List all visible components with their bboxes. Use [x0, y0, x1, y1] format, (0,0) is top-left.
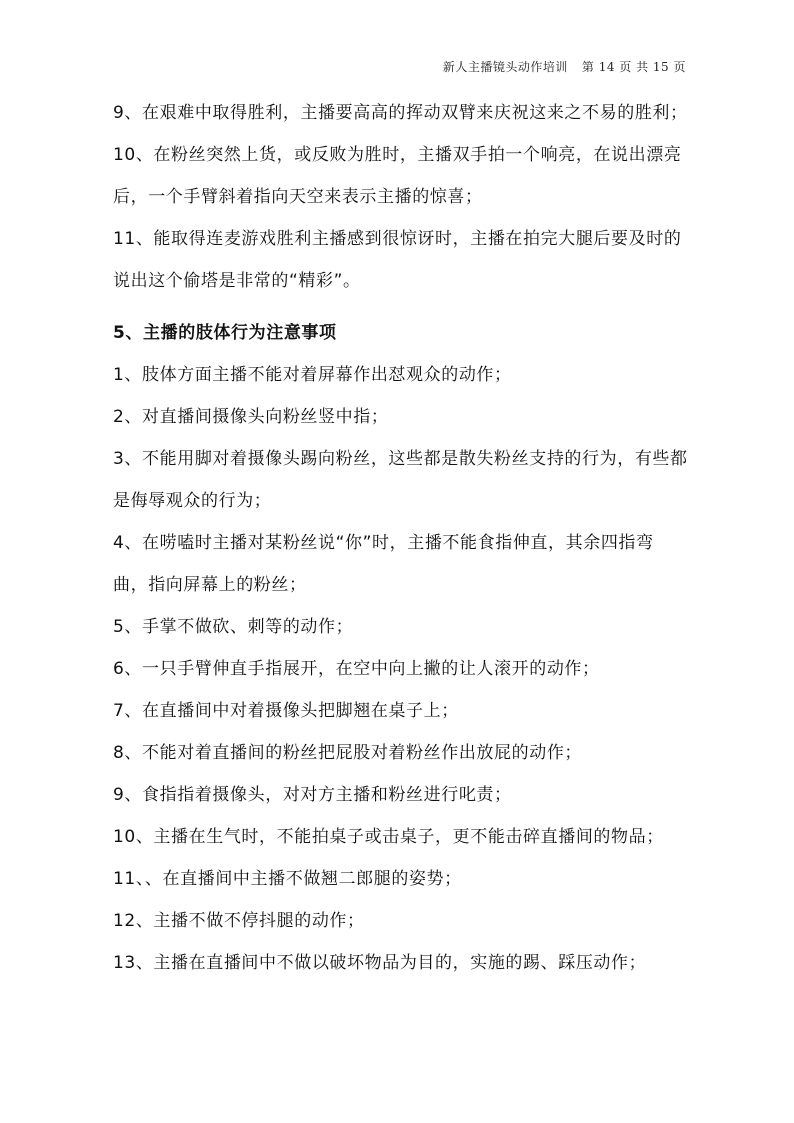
list-item: 4、在唠嗑时主播对某粉丝说“你”时，主播不能食指伸直，其余四指弯曲，指向屏幕上的粉丝；: [113, 533, 654, 595]
list-item: 9、食指指着摄像头，对对方主播和粉丝进行叱责；: [113, 785, 512, 805]
list-item: 12、主播不做不停抖腿的动作；: [113, 911, 365, 931]
list-item: 10、主播在生气时，不能拍桌子或击桌子，更不能击碎直播间的物品；: [113, 827, 664, 847]
page-header: [443, 58, 686, 75]
document-body: [113, 92, 688, 984]
list-item: 8、不能对着直播间的粉丝把屁股对着粉丝作出放屁的动作；: [113, 743, 583, 763]
list-item: 11、、在直播间中主播不做翘二郎腿的姿势；: [113, 869, 462, 889]
list-item: 7、在直播间中对着摄像头把脚翘在桌子上；: [113, 701, 459, 721]
page-number: 第 14 页 共 15 页: [581, 60, 686, 74]
list-item: 5、手掌不做砍、刺等的动作；: [113, 617, 354, 637]
list-item: 11、能取得连麦游戏胜利主播感到很惊讶时，主播在拍完大腿后要及时的说出这个偷塔是非常的“精彩”。: [113, 229, 682, 291]
list-item: 2、对直播间摄像头向粉丝竖中指；: [113, 407, 389, 427]
list-item: 1、肢体方面主播不能对着屏幕作出怼观众的动作；: [113, 365, 512, 385]
document-title: 新人主播镜头动作培训: [442, 60, 568, 74]
list-item: 13、主播在直播间中不做以破坏物品为目的，实施的踢、踩压动作；: [113, 953, 647, 973]
list-item: 10、在粉丝突然上货，或反败为胜时，主播双手拍一个响亮，在说出漂亮后，一个手臂斜着指向天空来表示主播的惊喜；: [113, 145, 682, 207]
list-item: 3、不能用脚对着摄像头踢向粉丝，这些都是散失粉丝支持的行为，有些都是侮辱观众的行为；: [113, 449, 688, 511]
list-item: 9、在艰难中取得胜利，主播要高高的挥动双臂来庆祝这来之不易的胜利；: [113, 103, 688, 123]
section-heading: 5、主播的肢体行为注意事项: [113, 323, 337, 343]
list-item: 6、一只手臂伸直手指展开，在空中向上撇的让人滚开的动作；: [113, 659, 600, 679]
